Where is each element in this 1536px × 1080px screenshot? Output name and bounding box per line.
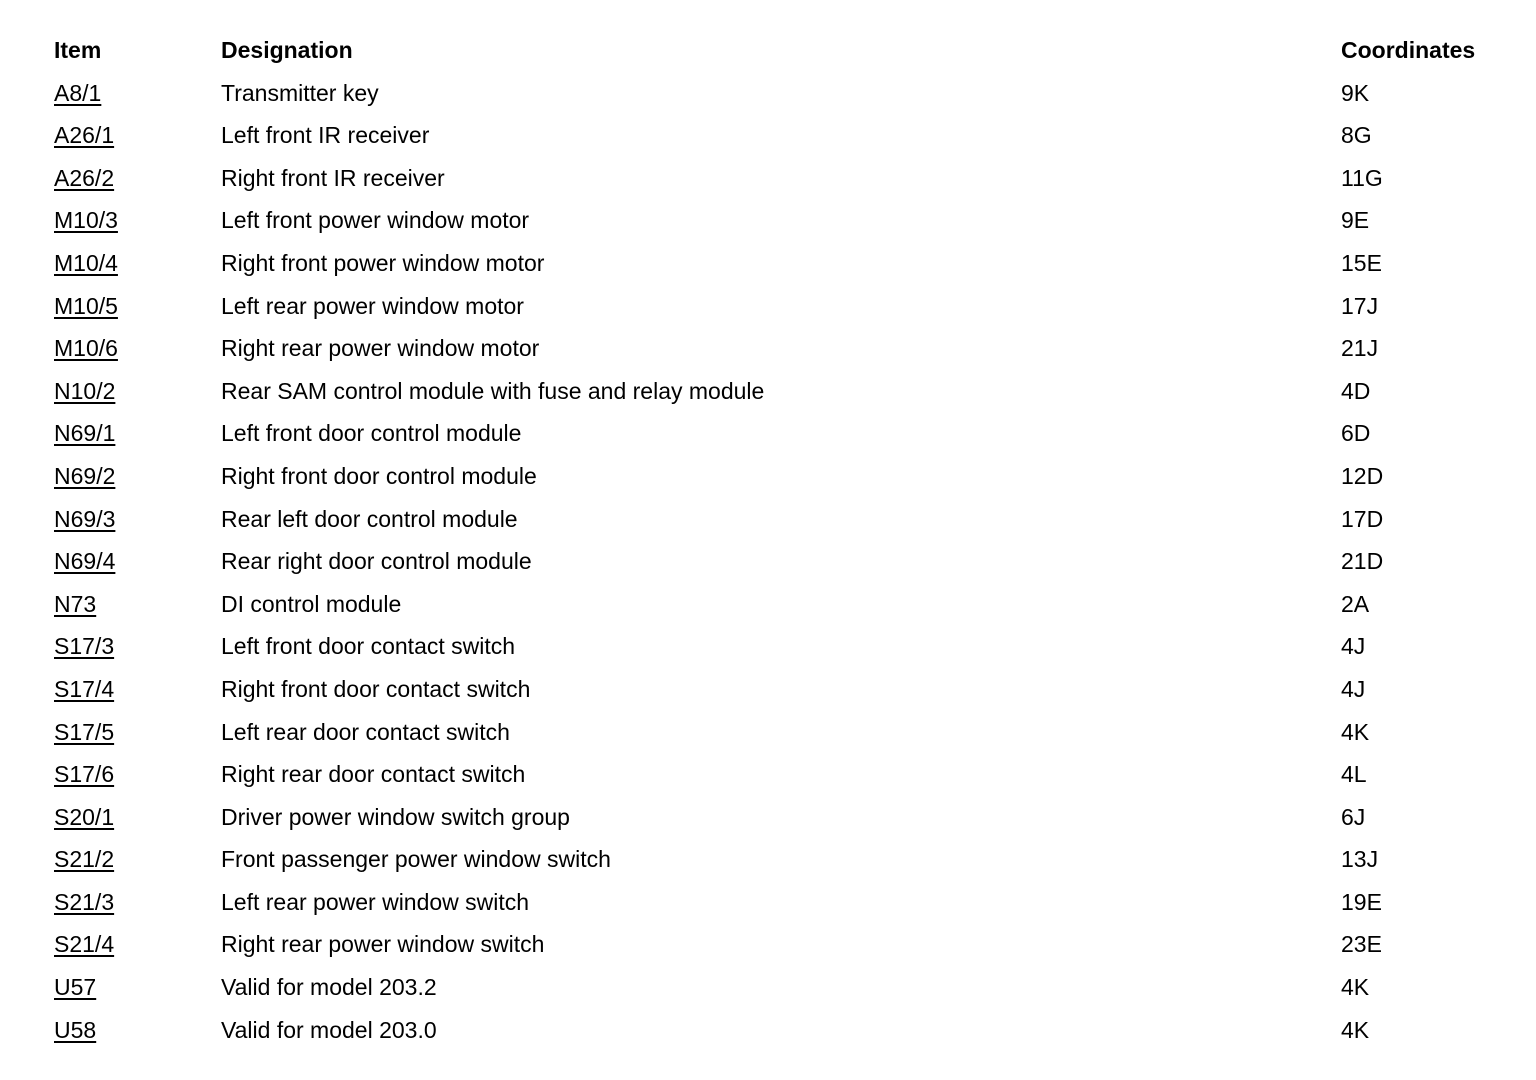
designation-cell: Left front door control module: [221, 420, 522, 447]
table-row: [0, 114, 1536, 157]
item-link[interactable]: S21/4: [54, 931, 115, 958]
designation-cell: Driver power window switch group: [221, 803, 570, 830]
designation-cell: Transmitter key: [221, 79, 379, 106]
coordinates-cell: 4K: [1341, 974, 1370, 1001]
item-link[interactable]: M10/5: [54, 292, 118, 319]
coordinates-cell: 19E: [1341, 888, 1382, 915]
coordinates-cell: 4L: [1341, 761, 1367, 788]
designation-cell: Right front power window motor: [221, 249, 545, 276]
designation-cell: Right rear door contact switch: [221, 761, 526, 788]
coordinates-cell: 21D: [1341, 548, 1384, 575]
designation-cell: Left rear power window motor: [221, 292, 524, 319]
table-row: [0, 498, 1536, 541]
designation-cell: Front passenger power window switch: [221, 846, 611, 873]
header-coordinates: Coordinates: [1341, 37, 1476, 63]
table-row: [0, 923, 1536, 966]
coordinates-cell: 17D: [1341, 505, 1384, 532]
designation-cell: Valid for model 203.0: [221, 1016, 437, 1043]
table-row: [0, 370, 1536, 413]
table-row: [0, 72, 1536, 115]
designation-cell: Left rear power window switch: [221, 888, 530, 915]
designation-cell: Right front door control module: [221, 462, 537, 489]
coordinates-cell: 9K: [1341, 79, 1370, 106]
coordinates-cell: 4D: [1341, 377, 1371, 404]
item-link[interactable]: S17/3: [54, 633, 115, 660]
coordinates-cell: 12D: [1341, 462, 1384, 489]
designation-cell: Right rear power window switch: [221, 931, 545, 958]
item-link[interactable]: N10/2: [54, 377, 116, 404]
designation-cell: Right front door contact switch: [221, 675, 531, 702]
item-link[interactable]: S17/6: [54, 761, 115, 788]
coordinates-cell: 21J: [1341, 335, 1379, 362]
item-link[interactable]: A26/2: [54, 164, 115, 191]
coordinates-cell: 4K: [1341, 1016, 1370, 1043]
table-row: [0, 753, 1536, 796]
item-link[interactable]: S20/1: [54, 803, 115, 830]
designation-cell: Left front door contact switch: [221, 633, 516, 660]
item-link[interactable]: N69/1: [54, 420, 116, 447]
item-link[interactable]: A8/1: [54, 79, 102, 106]
item-link[interactable]: S21/2: [54, 846, 115, 873]
table-row: [0, 285, 1536, 328]
table-row: [0, 583, 1536, 626]
table-row: [0, 242, 1536, 285]
header-item: Item: [54, 37, 102, 63]
coordinates-cell: 4J: [1341, 675, 1366, 702]
designation-cell: DI control module: [221, 590, 402, 617]
designation-cell: Rear SAM control module with fuse and relay module: [221, 377, 765, 404]
item-link[interactable]: U57: [54, 974, 97, 1001]
item-link[interactable]: M10/4: [54, 249, 118, 276]
table-row: [0, 838, 1536, 881]
coordinates-cell: 9E: [1341, 207, 1370, 234]
table-header: [0, 29, 1536, 72]
designation-cell: Rear left door control module: [221, 505, 518, 532]
coordinates-cell: 11G: [1341, 164, 1383, 191]
table-body: [0, 72, 1536, 1052]
table-row: [0, 412, 1536, 455]
table-row: [0, 796, 1536, 839]
item-link[interactable]: S17/4: [54, 675, 115, 702]
header-designation: Designation: [221, 37, 353, 63]
table-row: [0, 966, 1536, 1009]
item-link[interactable]: M10/3: [54, 207, 118, 234]
item-link[interactable]: N69/3: [54, 505, 116, 532]
table-row: [0, 327, 1536, 370]
item-link[interactable]: N69/2: [54, 462, 116, 489]
item-link[interactable]: N73: [54, 590, 97, 617]
table-row: [0, 711, 1536, 754]
table-row: [0, 1009, 1536, 1052]
coordinates-cell: 6J: [1341, 803, 1366, 830]
coordinates-cell: 15E: [1341, 249, 1382, 276]
item-link[interactable]: N69/4: [54, 548, 116, 575]
table-row: [0, 881, 1536, 924]
designation-cell: Right front IR receiver: [221, 164, 445, 191]
coordinates-cell: 17J: [1341, 292, 1379, 319]
coordinates-cell: 13J: [1341, 846, 1379, 873]
coordinates-cell: 8G: [1341, 122, 1372, 149]
designation-cell: Valid for model 203.2: [221, 974, 437, 1001]
table-row: [0, 540, 1536, 583]
designation-cell: Left front power window motor: [221, 207, 530, 234]
designation-cell: Left rear door contact switch: [221, 718, 510, 745]
table-row: [0, 625, 1536, 668]
item-link[interactable]: A26/1: [54, 122, 115, 149]
coordinates-cell: 23E: [1341, 931, 1382, 958]
coordinates-cell: 2A: [1341, 590, 1370, 617]
table-row: [0, 199, 1536, 242]
table-row: [0, 668, 1536, 711]
item-link[interactable]: M10/6: [54, 335, 118, 362]
designation-cell: Right rear power window motor: [221, 335, 540, 362]
table-row: [0, 455, 1536, 498]
designation-cell: Rear right door control module: [221, 548, 532, 575]
item-link[interactable]: U58: [54, 1016, 97, 1043]
coordinates-cell: 4K: [1341, 718, 1370, 745]
coordinates-cell: 6D: [1341, 420, 1371, 447]
table-row: [0, 157, 1536, 200]
designation-cell: Left front IR receiver: [221, 122, 430, 149]
item-link[interactable]: S21/3: [54, 888, 115, 915]
coordinates-cell: 4J: [1341, 633, 1366, 660]
item-link[interactable]: S17/5: [54, 718, 115, 745]
